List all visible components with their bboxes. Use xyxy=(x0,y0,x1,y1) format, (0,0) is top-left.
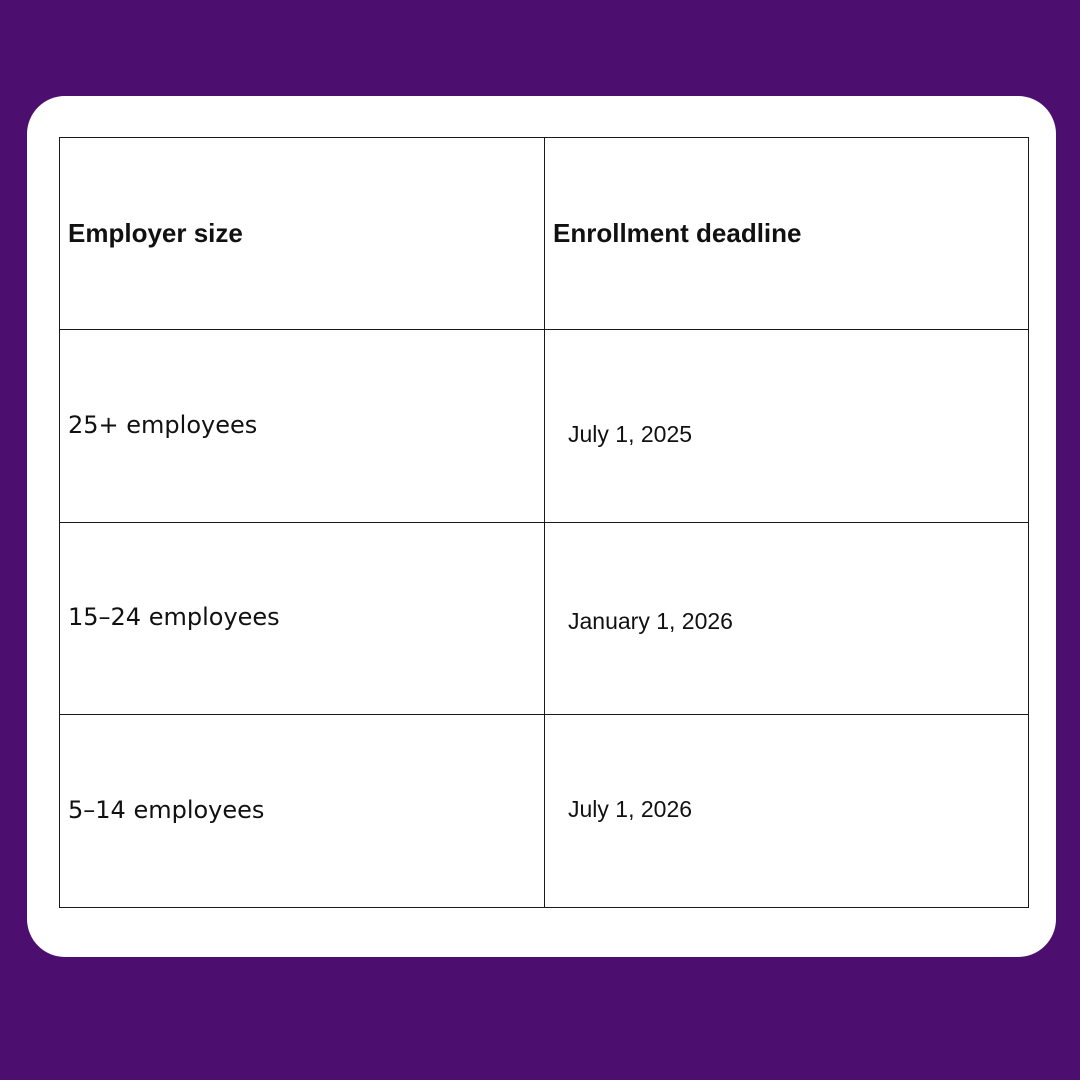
table-row xyxy=(60,716,1028,908)
header-employer-size: Employer size xyxy=(68,218,243,248)
table-header-row xyxy=(60,138,1028,330)
employer-size-cell: 15–24 employees xyxy=(68,603,280,631)
content-card xyxy=(27,96,1056,957)
deadline-cell: July 1, 2026 xyxy=(568,796,693,822)
table-row xyxy=(60,331,1028,523)
employer-size-cell: 25+ employees xyxy=(68,411,258,439)
table-row xyxy=(60,523,1028,715)
deadline-cell: January 1, 2026 xyxy=(568,608,733,634)
deadline-table xyxy=(59,137,1029,908)
header-enrollment-deadline: Enrollment deadline xyxy=(553,218,802,248)
deadline-cell: July 1, 2025 xyxy=(568,421,693,447)
employer-size-cell: 5–14 employees xyxy=(68,796,265,824)
